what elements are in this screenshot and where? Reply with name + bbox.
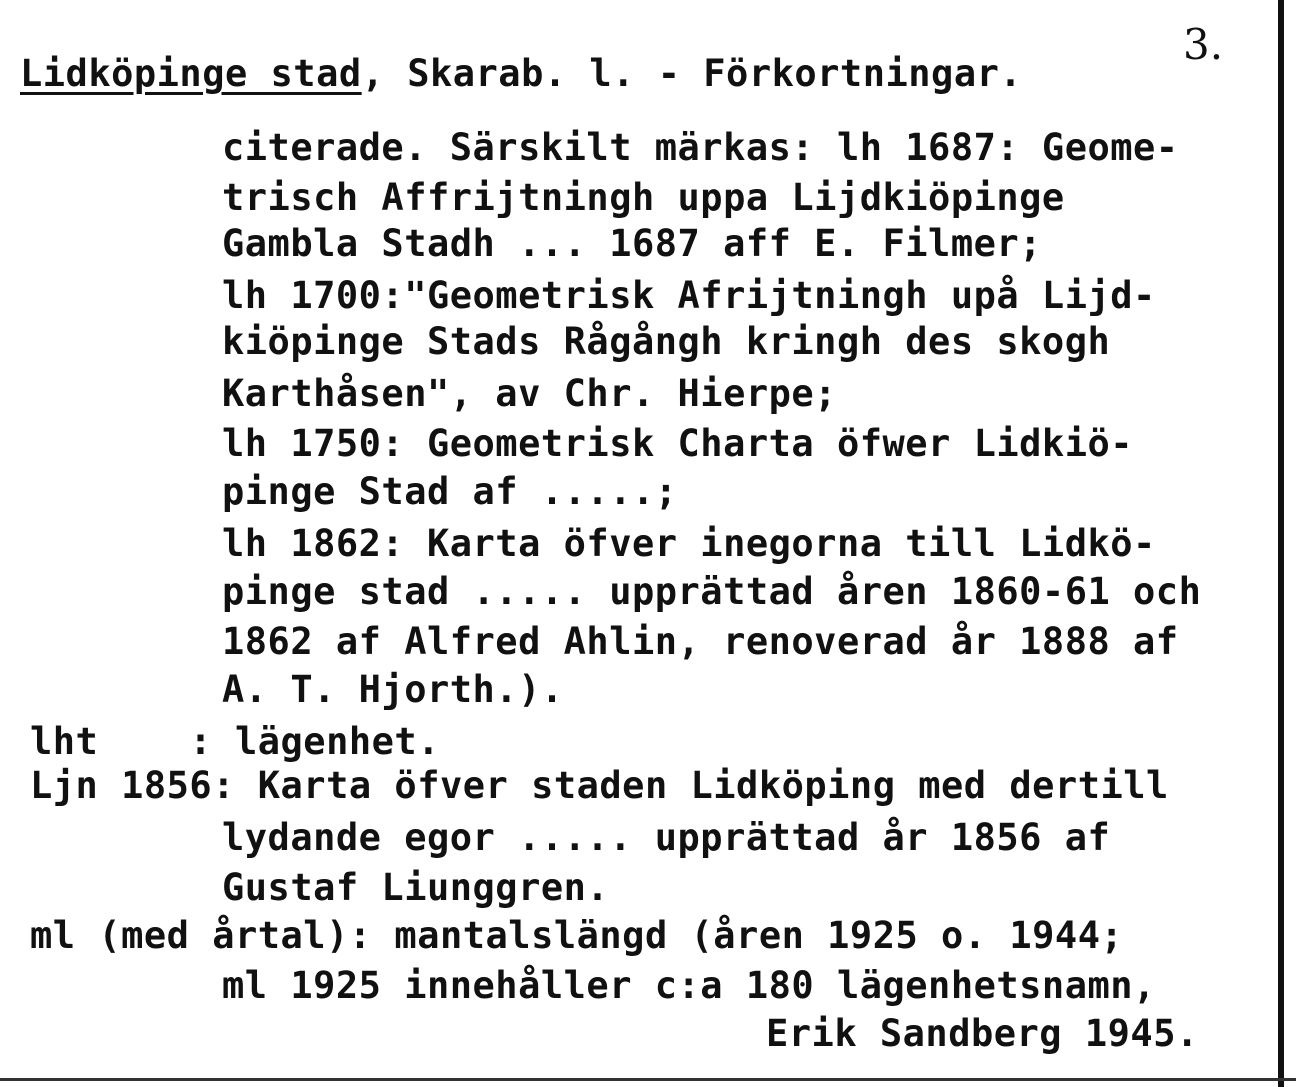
- text-line: pinge stad ..... upprättad åren 1860-61 och: [222, 570, 1202, 613]
- entry-lht: lht : lägenhet.: [30, 720, 440, 763]
- text-line: citerade. Särskilt märkas: lh 1687: Geome-: [222, 126, 1179, 169]
- text-line: A. T. Hjorth.).: [222, 668, 564, 711]
- card-header: [20, 52, 1022, 96]
- entry-ljn: Ljn 1856: Karta öfver staden Lidköping med dertill: [30, 764, 1169, 807]
- text-line: trisch Affrijtningh uppa Lijdkiöpinge: [222, 176, 1065, 219]
- entry-ml: ml (med årtal): mantalslängd (åren 1925 o. 1944;: [30, 914, 1124, 957]
- signature-line: Erik Sandberg 1945.: [766, 1012, 1199, 1055]
- text-line: Karthåsen", av Chr. Hierpe;: [222, 372, 837, 415]
- card-right-edge: [1278, 0, 1284, 1087]
- page-number: 3.: [1183, 20, 1224, 69]
- header-rest: , Skarab. l. - Förkortningar.: [361, 52, 1023, 95]
- text-line: lh 1750: Geometrisk Charta öfwer Lidkiö-: [222, 422, 1134, 465]
- text-line: lh 1862: Karta öfver inegorna till Lidkö-: [222, 522, 1156, 565]
- card-bottom-edge: [0, 1078, 1296, 1081]
- text-line: Gambla Stadh ... 1687 aff E. Filmer;: [222, 222, 1042, 265]
- text-line: 1862 af Alfred Ahlin, renoverad år 1888 af: [222, 620, 1179, 663]
- text-line: lydande egor ..... upprättad år 1856 af: [222, 816, 1111, 859]
- text-line: kiöpinge Stads Rågångh kringh des skogh: [222, 320, 1111, 363]
- text-line: Gustaf Liunggren.: [222, 866, 610, 909]
- text-line: pinge Stad af .....;: [222, 470, 678, 513]
- text-line: lh 1700:"Geometrisk Afrijtningh upå Lijd-: [222, 274, 1156, 317]
- text-line: ml 1925 innehåller c:a 180 lägenhetsnamn,: [222, 964, 1156, 1007]
- header-place: Lidköpinge stad: [20, 52, 362, 95]
